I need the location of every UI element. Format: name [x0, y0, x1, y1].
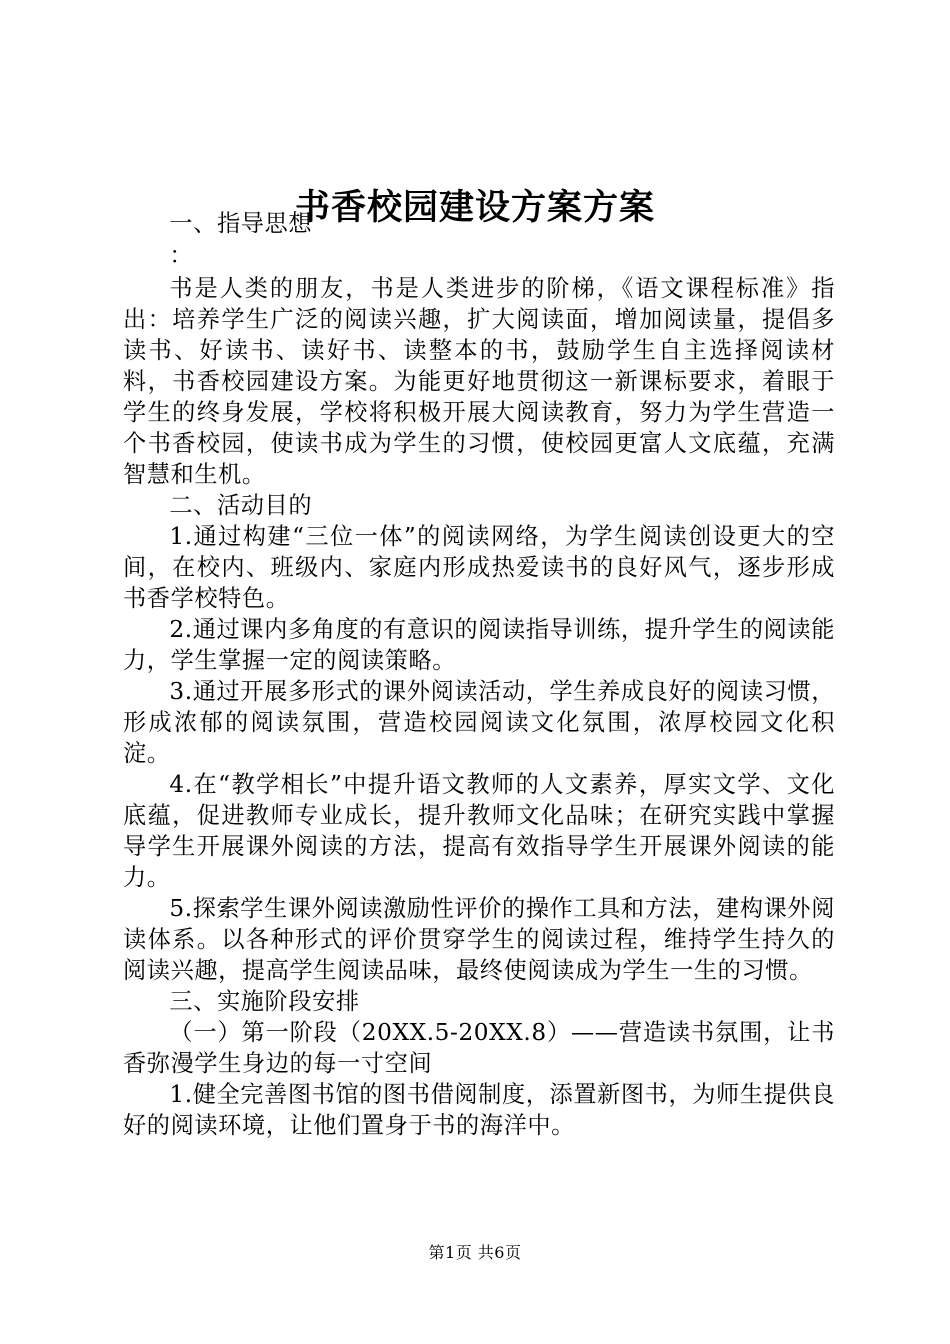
- document-body: [123, 208, 835, 1141]
- phase-one-item-1: 1.健全完善图书馆的图书借阅制度，添置新图书，为师生提供良好的阅读环境，让他们置身于书的海洋中。: [123, 1081, 835, 1139]
- section-heading-activity-goals: 二、活动目的: [169, 492, 313, 519]
- paragraph-intro: 书是人类的朋友，书是人类进步的阶梯，《语文课程标准》指出：培养学生广泛的阅读兴趣，扩大阅读面，增加阅读量，提倡多读书、好读书、读好书、读整本的书，鼓励学生自主选择阅读材料，书香校园建设方案。为能更好地贯彻这一新课标要求，着眼于学生的终身发展，学校将积极开展大阅读教育，努力为学生营造一个书香校园，使读书成为学生的习惯，使校园更富人文底蕴，充满智慧和生机。: [123, 275, 835, 488]
- document-title: 书香校园建设方案方案: [294, 187, 655, 228]
- phase-one-heading: （一）第一阶段（20XX.5-20XX.8）——营造读书氛围，让书香弥漫学生身边的每一寸空间: [123, 1019, 835, 1077]
- goal-item-1: 1.通过构建“三位一体”的阅读网络，为学生阅读创设更大的空间，在校内、班级内、家庭内形成热爱读书的良好风气，逐步形成书香学校特色。: [123, 523, 835, 612]
- goal-item-4: 4.在“教学相长”中提升语文教师的人文素养，厚实文学、文化底蕴，促进教师专业成长，提升教师文化品味；在研究实践中掌握导学生开展课外阅读的方法，提高有效指导学生开展课外阅读的能力。: [123, 771, 835, 891]
- goal-item-3: 3.通过开展多形式的课外阅读活动，学生养成良好的阅读习惯，形成浓郁的阅读氛围，营造校园阅读文化氛围，浓厚校园文化积淀。: [123, 678, 835, 767]
- goal-item-2: 2.通过课内多角度的有意识的阅读指导训练，提升学生的阅读能力，学生掌握一定的阅读策略。: [123, 616, 835, 674]
- section-heading-implementation: 三、实施阶段安排: [169, 988, 360, 1015]
- goal-item-5: 5.探索学生课外阅读激励性评价的操作工具和方法，建构课外阅读体系。以各种形式的评价贯穿学生的阅读过程，维持学生持久的阅读兴趣，提高学生阅读品味，最终使阅读成为学生一生的习惯。: [123, 895, 835, 984]
- section-heading-guiding-thought: 一、指导思想: [169, 210, 313, 237]
- colon-line: ：: [169, 242, 194, 269]
- page-footer: 第1页 共6页: [428, 1243, 522, 1262]
